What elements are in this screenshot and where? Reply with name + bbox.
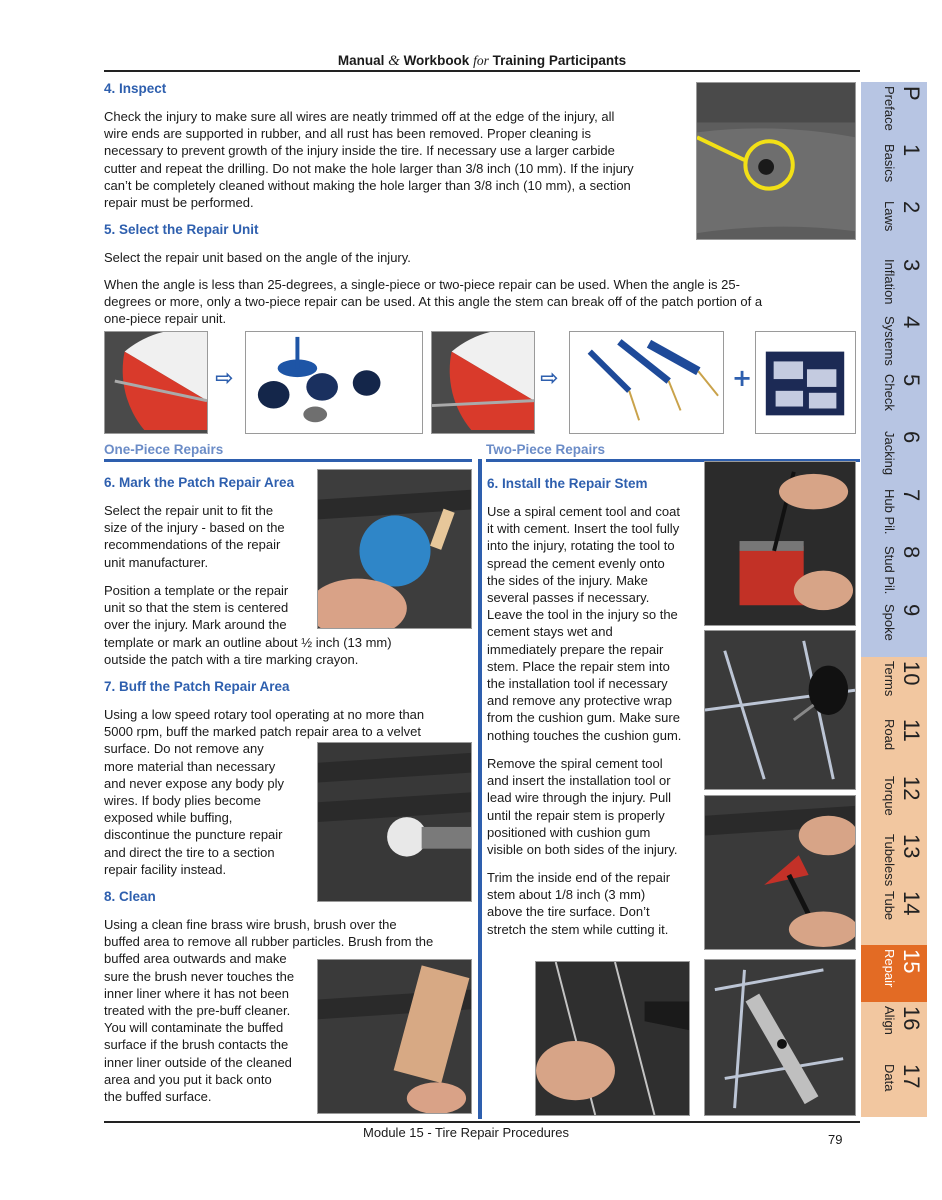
tab-check[interactable]: [861, 370, 927, 428]
running-header: [104, 53, 860, 70]
tab-systems[interactable]: [861, 312, 927, 370]
tab-repair[interactable]: [861, 945, 927, 1003]
text-line: unit so that the stem is centered: [104, 600, 289, 616]
text-line: positioned with cushion gum: [487, 824, 651, 840]
text-line: You will contaminate the buffed: [104, 1020, 284, 1036]
mark-patch-photo: [317, 469, 472, 629]
text-line: one-piece repair unit.: [104, 311, 227, 327]
angle-gauge-photo-1: [104, 331, 208, 434]
tab-number: 6: [899, 431, 924, 444]
select-heading: 5. Select the Repair Unit: [104, 222, 259, 237]
buff-heading: 7. Buff the Patch Repair Area: [104, 679, 290, 694]
cement-can-photo: [704, 461, 856, 626]
text-line: and never expose any body ply: [104, 775, 284, 791]
tab-number: 16: [899, 1006, 924, 1031]
text-line: Remove the spiral cement tool: [487, 756, 663, 771]
text-line: unit manufacturer.: [104, 554, 209, 570]
trim-stem-photo: [535, 961, 690, 1116]
tab-label: Spoke: [882, 603, 897, 641]
text-line: it with cement. Insert the tool fully: [487, 521, 680, 537]
buffing-tool-photo: [317, 742, 472, 902]
text-line: stretch the stem while cutting it.: [487, 921, 669, 937]
text-line: nothing touches the cushion gum.: [487, 727, 682, 743]
text-line: the installation tool if necessary: [487, 676, 668, 692]
tab-number: 11: [899, 718, 924, 742]
tab-laws[interactable]: [861, 197, 927, 255]
text-line: sure the brush never touches the: [104, 968, 295, 984]
tab-tube[interactable]: [861, 887, 927, 945]
text-line: treated with the pre-buff cleaner.: [104, 1003, 291, 1019]
tab-number: P: [899, 86, 924, 101]
text-line: Trim the inside end of the repair: [487, 870, 671, 885]
stem-paragraph-1: [487, 503, 709, 744]
finished-repair-photo: [704, 959, 856, 1116]
inspect-heading: 4. Inspect: [104, 81, 167, 96]
mark-heading: 6. Mark the Patch Repair Area: [104, 475, 295, 490]
section-tabs: [861, 82, 927, 1117]
tab-label: Terms: [882, 661, 897, 697]
text-line: Using a low speed rotary tool operating at no more than: [104, 707, 425, 722]
tab-stud-pil[interactable]: [861, 542, 927, 600]
two-piece-label: Two-Piece Repairs: [486, 442, 606, 457]
text-line: size of the injury - based on the: [104, 520, 285, 536]
text-line: surface if the brush contacts the: [104, 1037, 289, 1053]
tab-label: Inflation: [882, 258, 897, 305]
text-line: from the cushion gum. Make sure: [487, 710, 680, 726]
tab-label: Stud Pil.: [882, 546, 897, 595]
header-rule: [104, 70, 860, 72]
text-line: cement stays wet and: [487, 624, 613, 640]
tab-terms[interactable]: [861, 657, 927, 715]
stem-paragraph-3: [487, 869, 709, 938]
inspect-photo: [696, 82, 856, 240]
arrow-right-icon: ⇨: [215, 366, 234, 391]
tab-align[interactable]: [861, 1002, 927, 1060]
clean-heading: 8. Clean: [104, 889, 156, 904]
inspect-paragraph: [104, 108, 696, 211]
plus-icon: +: [732, 364, 753, 392]
text-line: stem. Place the repair stem into: [487, 658, 670, 674]
tab-road[interactable]: [861, 715, 927, 773]
text-line: exposed while buffing,: [104, 810, 233, 826]
tab-basics[interactable]: [861, 140, 927, 198]
tab-number: 1: [899, 143, 924, 156]
text-line: spread the cement evenly onto: [487, 555, 665, 571]
tab-label: Basics: [882, 143, 897, 182]
arrow-right-icon: ⇨: [540, 366, 559, 391]
text-line: visible on both sides of the injury.: [487, 842, 678, 858]
text-line: and insert the installation tool or: [487, 773, 671, 789]
text-line: can’t be completely cleaned without making the hole larger than 3/8 inch (10 mm), a section: [104, 177, 631, 193]
text-line: Using a clean fine brass wire brush, brush over the: [104, 917, 397, 932]
tab-label: Data: [882, 1063, 897, 1091]
text-line: until the repair stem is properly: [487, 807, 665, 823]
header-for: for: [473, 53, 489, 68]
header-workbook: Workbook: [403, 53, 470, 68]
text-line: discontinue the puncture repair: [104, 827, 283, 843]
header-manual: Manual: [337, 53, 385, 68]
tab-spoke[interactable]: [861, 600, 927, 658]
tab-label: Laws: [882, 201, 897, 232]
tab-torque[interactable]: [861, 772, 927, 830]
text-line: outside the patch with a tire marking crayon.: [104, 651, 359, 667]
text-line: Check the injury to make sure all wires are neatly trimmed off at the edge of the injury, all: [104, 109, 615, 124]
text-line: immediately prepare the repair: [487, 641, 664, 657]
wire-brush-photo: [317, 959, 472, 1114]
tab-label: Jacking: [882, 431, 897, 476]
text-line: degrees or more, only a two-piece repair can be used. At this angle the stem can break off of the patch portion of a: [104, 294, 763, 310]
header-participants: Training Participants: [492, 53, 627, 68]
tab-hub-pil[interactable]: [861, 485, 927, 543]
text-line: into the injury, rotating the tool to: [487, 538, 675, 554]
stem-heading: 6. Install the Repair Stem: [487, 476, 648, 491]
tab-number: 4: [899, 316, 924, 329]
mark-paragraph-1: [104, 502, 314, 571]
tab-inflation[interactable]: [861, 255, 927, 313]
column-divider: [478, 459, 482, 1119]
text-line: surface. Do not remove any: [104, 741, 264, 757]
tab-number: 17: [899, 1063, 924, 1088]
tab-label: Systems: [882, 316, 897, 366]
tab-number: 3: [899, 258, 924, 271]
text-line: buffed area to remove all rubber particles. Brush from the: [104, 934, 434, 950]
text-line: lead wire through the injury. Pull: [487, 790, 672, 806]
text-line: Position a template or the repair: [104, 583, 289, 598]
text-line: the buffed surface.: [104, 1089, 212, 1105]
text-line: wire ends are supported in rubber, and all rust has been removed. Proper cleaning is: [104, 126, 592, 142]
tab-number: 8: [899, 546, 924, 559]
tab-data[interactable]: [861, 1060, 927, 1118]
tab-number: 2: [899, 201, 924, 214]
select-paragraph: [104, 276, 844, 328]
repair-stems-photo: [569, 331, 724, 434]
module-title: Module 15 - Tire Repair Procedures: [363, 1125, 569, 1140]
text-line: 5000 rpm, buff the marked patch repair area to a velvet: [104, 724, 421, 740]
text-line: and remove any protective wrap: [487, 693, 672, 709]
text-line: the sides of the injury. Make: [487, 572, 648, 588]
tab-label: Align: [882, 1006, 897, 1035]
tab-label: Check: [882, 373, 897, 411]
tab-number: 14: [899, 891, 924, 916]
text-line: template or mark an outline about ½ inch (13 mm): [104, 634, 392, 650]
header-amp: &: [388, 53, 400, 69]
tab-number: 9: [899, 603, 924, 616]
footer-rule: [104, 1121, 860, 1123]
tab-number: 15: [899, 948, 924, 973]
text-line: over the injury. Mark around the: [104, 617, 287, 633]
text-line: When the angle is less than 25-degrees, a single-piece or two-piece repair can be used. When the angle is 25-: [104, 277, 740, 292]
text-line: more material than necessary: [104, 758, 276, 774]
tab-number: 13: [899, 833, 924, 858]
stem-paragraph-2: [487, 755, 709, 858]
tab-label: Hub Pil.: [882, 488, 897, 535]
one-piece-label: One-Piece Repairs: [104, 442, 224, 457]
tab-label: Repair: [882, 948, 897, 987]
text-line: wires. If body plies become: [104, 793, 261, 809]
patch-box-photo: [755, 331, 856, 434]
text-line: several passes if necessary.: [487, 590, 650, 606]
tab-tubeless[interactable]: [861, 830, 927, 888]
one-piece-units-photo: [245, 331, 423, 434]
text-line: inner liner where it has not been: [104, 985, 290, 1001]
text-line: above the tire surface. Don’t: [487, 904, 650, 920]
tab-number: 7: [899, 488, 924, 501]
text-line: recommendations of the repair: [104, 537, 281, 553]
text-line: inner liner outside of the cleaned: [104, 1054, 292, 1070]
tab-label: Torque: [882, 776, 897, 816]
tab-preface[interactable]: [861, 82, 927, 140]
spiral-tool-photo: [704, 630, 856, 790]
one-piece-rule: [104, 459, 472, 462]
tab-number: 12: [899, 776, 924, 801]
text-line: repair facility instead.: [104, 861, 227, 877]
text-line: stem about 1/8 inch (3 mm): [487, 887, 646, 903]
text-line: buffed area outwards and make: [104, 951, 287, 967]
text-line: necessary to prevent growth of the injury inside the tire. If necessary use a larger carbide: [104, 143, 615, 159]
tab-label: Road: [882, 718, 897, 750]
text-line: Select the repair unit to fit the: [104, 503, 274, 518]
text-line: cutter and repeat the drilling. Do not make the hole larger than 3/8 inch (10 mm). If the injury: [104, 160, 634, 176]
tab-jacking[interactable]: [861, 427, 927, 485]
tab-label: Tubeless: [882, 833, 897, 886]
tab-number: 10: [899, 661, 924, 686]
tab-number: 5: [899, 373, 924, 386]
stem-insertion-photo: [704, 795, 856, 950]
text-line: and direct the tire to a section: [104, 844, 275, 860]
text-line: Leave the tool in the injury so the: [487, 607, 678, 623]
text-line: repair must be performed.: [104, 195, 254, 211]
angle-gauge-photo-2: [431, 331, 535, 434]
select-intro: Select the repair unit based on the angle of the injury.: [104, 250, 411, 265]
text-line: Use a spiral cement tool and coat: [487, 504, 680, 519]
tab-label: Tube: [882, 891, 897, 921]
tab-label: Preface: [882, 86, 897, 131]
page-number: 79: [828, 1132, 843, 1147]
text-line: area and you put it back onto: [104, 1071, 272, 1087]
